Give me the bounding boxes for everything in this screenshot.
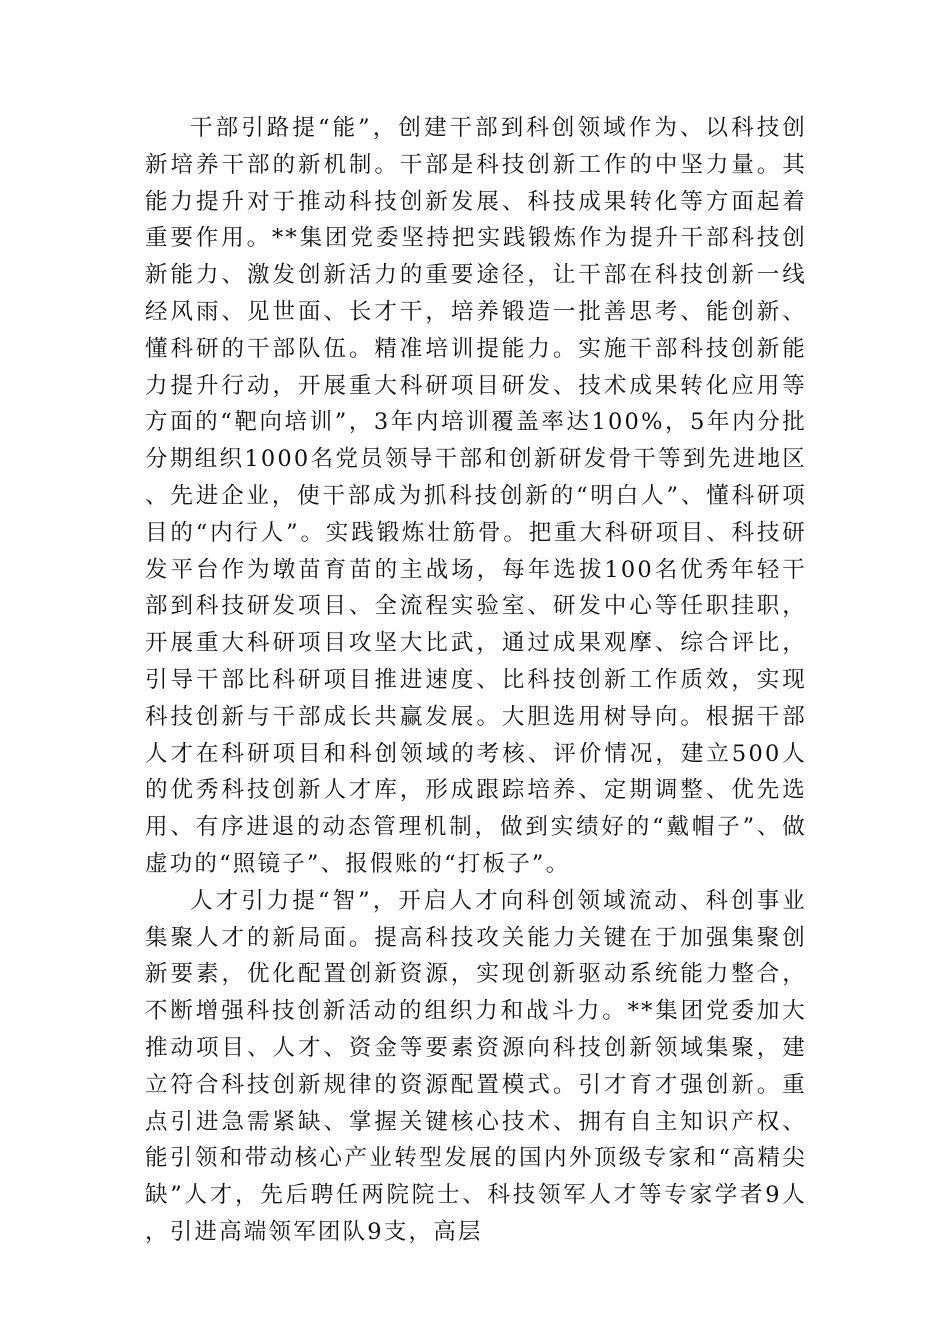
paragraph-talent-attraction: 人才引力提“智”，开启人才向科创领域流动、科创事业集聚人才的新局面。提高科技攻关能力关键在于加强集聚创新要素，优化配置创新资源，实现创新驱动系统能力整合，不断增强科技创新活动的组织力和战斗力。**集团党委加大推动项目、人才、资金等要素资源向科技创新领域集聚，建立符合科技创新规律的资源配置模式。引才育才强创新。重点引进急需紧缺、掌握关键核心技术、拥有自主知识产权、能引领和带动核心产业转型发展的国内外顶级专家和“高精尖缺”人才，先后聘任两院院士、科技领军人才等专家学者9人，引进高端领军团队9支，高层	[145, 887, 807, 1245]
paragraph-cadre-guidance: 干部引路提“能”，创建干部到科创领域作为、以科技创新培养干部的新机制。干部是科技创新工作的中坚力量。其能力提升对于推动科技创新发展、科技成果转化等方面起着重要作用。**集团党委坚持把实践锻炼作为提升干部科技创新能力、激发创新活力的重要途径，让干部在科技创新一线经风雨、见世面、长才干，培养锻造一批善思考、能创新、懂科研的干部队伍。精准培训提能力。实施干部科技创新能力提升行动，开展重大科研项目研发、技术成果转化应用等方面的“靶向培训”，3年内培训覆盖率达100%，5年内分批分期组织1000名党员领导干部和创新研发骨干等到先进地区、先进企业，使干部成为抓科技创新的“明白人”、懂科研项目的“内行人”。实践锻炼壮筋骨。把重大科研项目、科技研发平台作为墩苗育苗的主战场，每年选拔100名优秀年轻干部到科技研发项目、全流程实验室、研发中心等任职挂职，开展重大科研项目攻坚大比武，通过成果观摩、综合评比，引导干部比科研项目推进速度、比科技创新工作质效，实现科技创新与干部成长共赢发展。大胆选用树导向。根据干部人才在科研项目和科创领域的考核、评价情况，建立500人的优秀科技创新人才库，形成跟踪培养、定期调整、优先选用、有序进退的动态管理机制，做到实绩好的“戴帽子”、做虚功的“照镜子”、报假账的“打板子”。	[145, 115, 807, 877]
document-body	[145, 110, 807, 1251]
